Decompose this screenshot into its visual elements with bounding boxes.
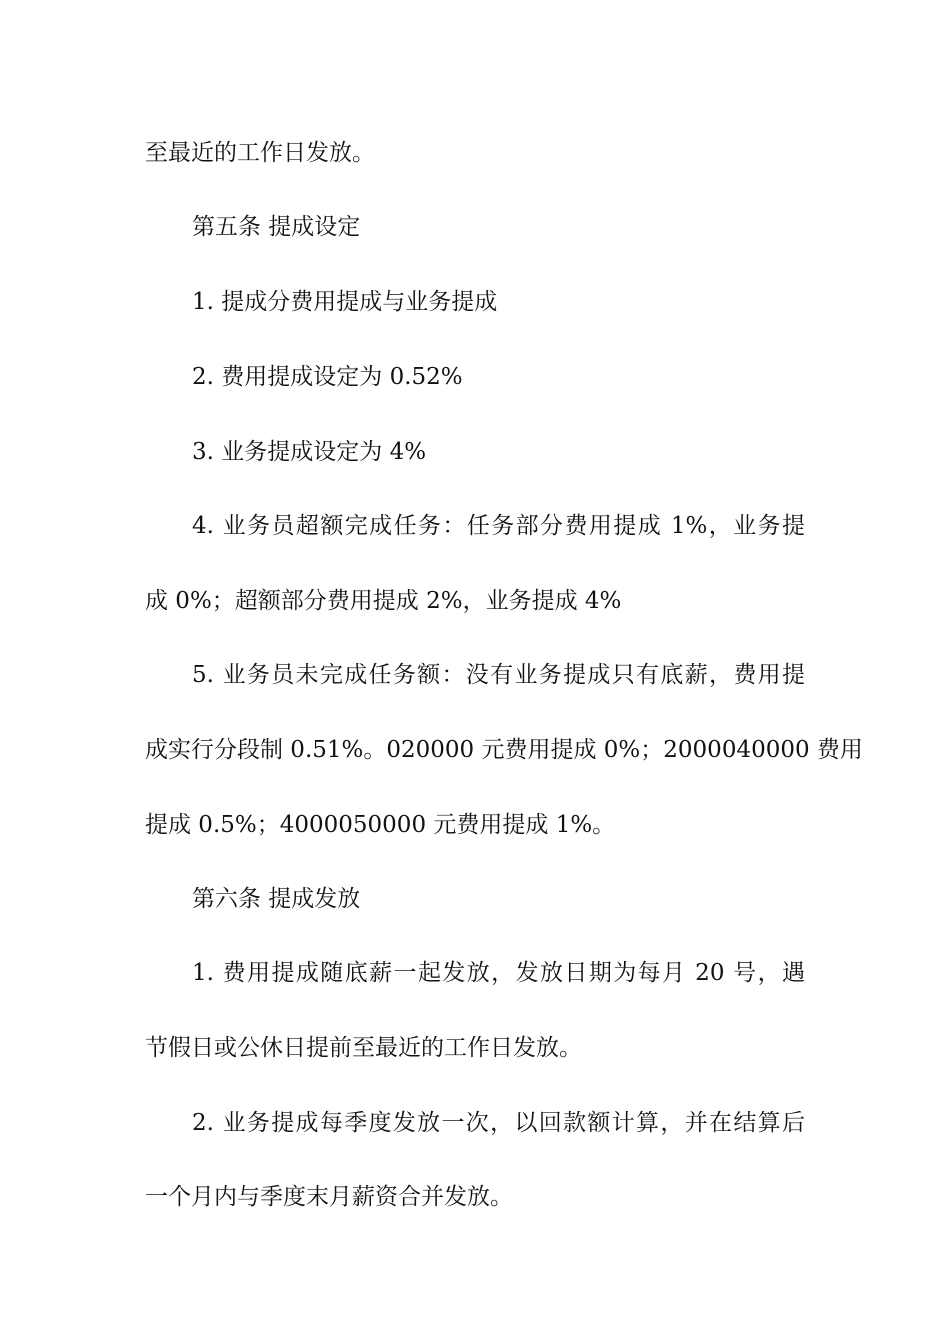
article-6-item-2-line-2: 一个月内与季度末月薪资合并发放。 bbox=[145, 1184, 513, 1210]
article-5-item-3: 3. 业务提成设定为 4% bbox=[192, 439, 427, 465]
article-5-item-5-line-1: 5. 业务员未完成任务额：没有业务提成只有底薪，费用提 bbox=[192, 662, 805, 688]
article-5-heading: 第五条 提成设定 bbox=[192, 214, 361, 240]
article-5-item-4-line-2: 成 0%；超额部分费用提成 2%，业务提成 4% bbox=[145, 588, 622, 614]
text-line-continuation: 至最近的工作日发放。 bbox=[145, 140, 375, 166]
article-6-item-1-line-2: 节假日或公休日提前至最近的工作日发放。 bbox=[145, 1035, 582, 1061]
article-5-item-4-line-1: 4. 业务员超额完成任务：任务部分费用提成 1%，业务提 bbox=[192, 513, 805, 539]
article-6-heading: 第六条 提成发放 bbox=[192, 886, 361, 912]
article-5-item-1: 1. 提成分费用提成与业务提成 bbox=[192, 289, 498, 315]
article-5-item-2: 2. 费用提成设定为 0.52% bbox=[192, 364, 463, 390]
article-6-item-1-line-1: 1. 费用提成随底薪一起发放，发放日期为每月 20 号，遇 bbox=[192, 960, 805, 986]
article-5-item-5-line-2: 成实行分段制 0.51%。020000 元费用提成 0%；2000040000 费用 bbox=[145, 737, 863, 763]
article-5-item-5-line-3: 提成 0.5%；4000050000 元费用提成 1%。 bbox=[145, 812, 616, 838]
article-6-item-2-line-1: 2. 业务提成每季度发放一次，以回款额计算，并在结算后 bbox=[192, 1110, 805, 1136]
